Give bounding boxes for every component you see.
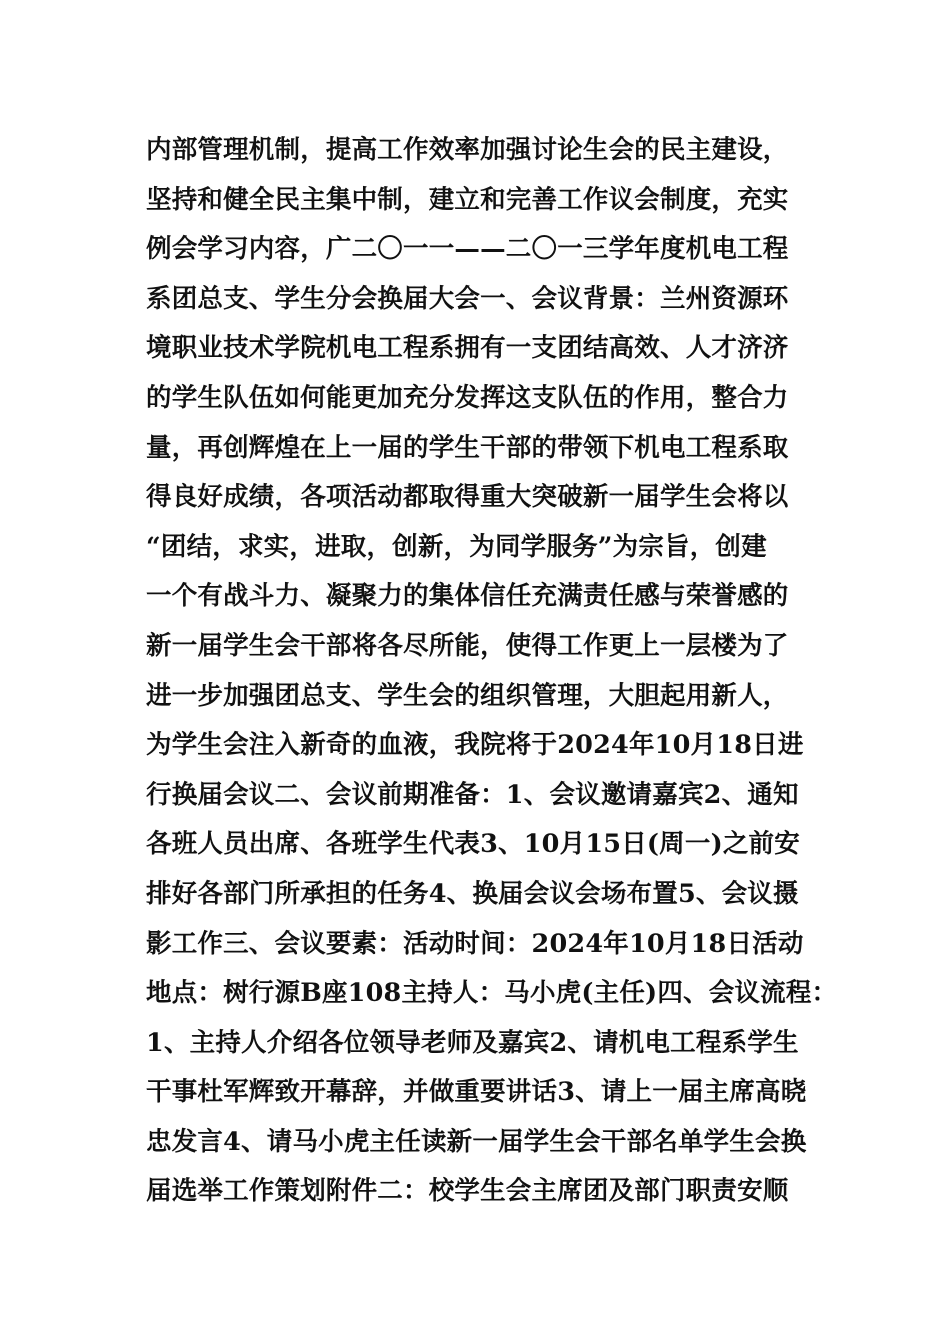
text-line: “团结，求实，进取，创新，为同学服务”为宗旨，创建 xyxy=(146,531,767,562)
text-line: 一个有战斗力、凝聚力的集体信任充满责任感与荣誉感的 xyxy=(146,581,789,612)
text-line: 的学生队伍如何能更加充分发挥这支队伍的作用，整合力 xyxy=(146,382,789,413)
text-line: 地点：树行源B座108主持人：马小虎(主任)四、会议流程： xyxy=(146,978,838,1009)
body-text xyxy=(146,126,846,1217)
text-line: 境职业技术学院机电工程系拥有一支团结高效、人才济济 xyxy=(146,333,789,364)
text-line: 进一步加强团总支、学生会的组织管理，大胆起用新人， xyxy=(146,680,789,711)
text-line: 排好各部门所承担的任务4、换届会议会场布置5、会议摄 xyxy=(146,878,799,909)
text-line: 坚持和健全民主集中制，建立和完善工作议会制度，充实 xyxy=(146,184,789,215)
text-line: 为学生会注入新奇的血液，我院将于2024年10月18日进 xyxy=(146,730,804,761)
text-line: 行换届会议二、会议前期准备：1、会议邀请嘉宾2、通知 xyxy=(146,779,799,810)
text-line: 各班人员出席、各班学生代表3、10月15日(周一)之前安 xyxy=(146,829,800,860)
text-line: 1、主持人介绍各位领导老师及嘉宾2、请机电工程系学生 xyxy=(146,1027,799,1058)
text-line: 影工作三、会议要素：活动时间：2024年10月18日活动 xyxy=(146,928,804,959)
text-line: 例会学习内容，广二〇一一——二〇一三学年度机电工程 xyxy=(146,234,789,265)
text-line: 新一届学生会干部将各尽所能，使得工作更上一层楼为了 xyxy=(146,630,789,661)
text-line: 忠发言4、请马小虎主任读新一届学生会干部名单学生会换 xyxy=(146,1126,807,1157)
text-line: 系团总支、学生分会换届大会一、会议背景：兰州资源环 xyxy=(146,283,789,314)
text-line: 干事杜军辉致开幕辞，并做重要讲话3、请上一届主席高晓 xyxy=(146,1077,807,1108)
text-line: 内部管理机制，提高工作效率加强讨论生会的民主建设， xyxy=(146,135,789,165)
text-line: 届选举工作策划附件二：校学生会主席团及部门职责安顺 xyxy=(146,1176,789,1207)
text-line: 得良好成绩，各项活动都取得重大突破新一届学生会将以 xyxy=(146,482,789,513)
text-line: 量，再创辉煌在上一届的学生干部的带领下机电工程系取 xyxy=(146,432,789,463)
